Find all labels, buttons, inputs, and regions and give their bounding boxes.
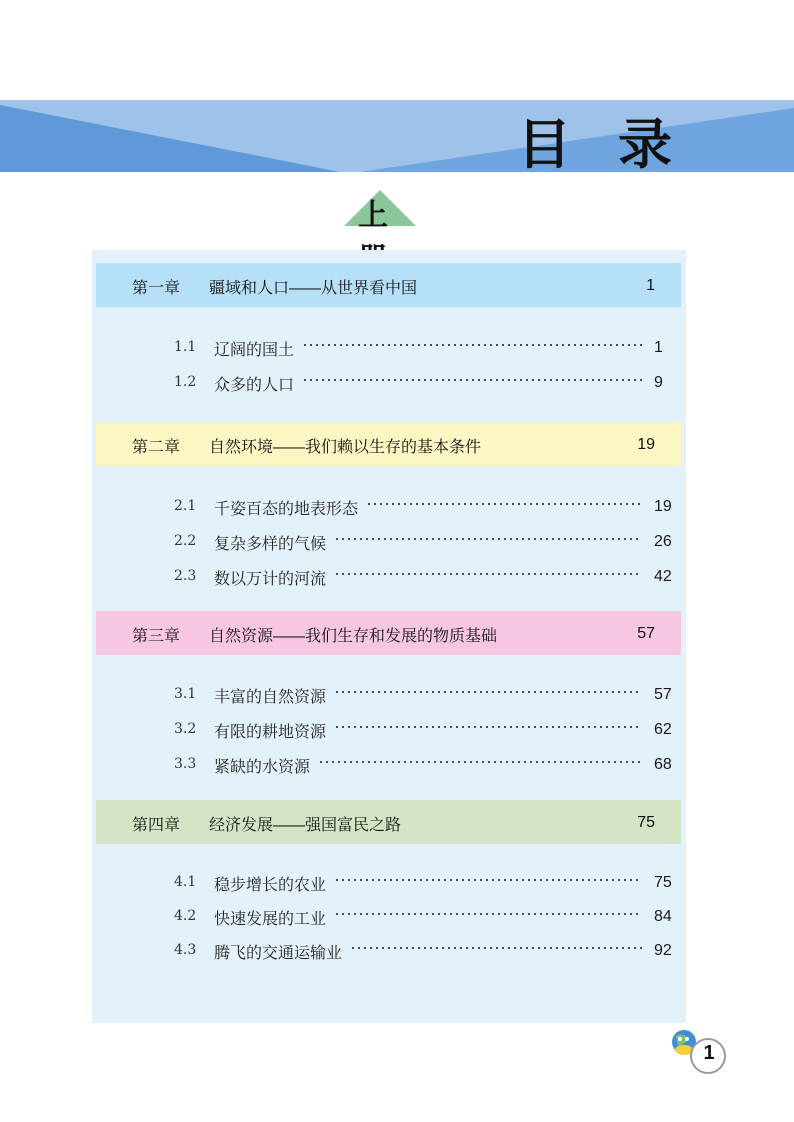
- section-title: 紧缺的水资源: [214, 757, 311, 776]
- chapter-number: 第一章: [132, 280, 181, 297]
- section-number: 4.1: [174, 874, 197, 890]
- dot-leader: [334, 878, 642, 882]
- dot-leader: [366, 502, 642, 506]
- chapter-title: 自然环境——我们赖以生存的基本条件: [209, 439, 482, 456]
- chapter-header[interactable]: [96, 422, 681, 466]
- section-page: 9: [654, 374, 663, 391]
- section-number: 2.2: [174, 533, 197, 549]
- section-page: 1: [654, 339, 663, 356]
- chapter-header[interactable]: [96, 611, 681, 655]
- chapter-page: 19: [637, 436, 655, 453]
- chapter-number: 第三章: [132, 628, 181, 645]
- section-title: 数以万计的河流: [214, 569, 327, 588]
- section-number: 3.2: [174, 721, 197, 737]
- section-page: 42: [654, 568, 672, 585]
- section-entry[interactable]: [174, 566, 672, 590]
- section-page: 84: [654, 908, 672, 925]
- section-title: 复杂多样的气候: [214, 534, 327, 553]
- section-title: 千姿百态的地表形态: [214, 499, 359, 518]
- section-page: 62: [654, 721, 672, 738]
- section-title: 丰富的自然资源: [214, 687, 327, 706]
- section-page: 68: [654, 756, 672, 773]
- dot-leader: [350, 946, 642, 950]
- section-page: 57: [654, 686, 672, 703]
- dot-leader: [334, 537, 642, 541]
- chapter-page: 75: [637, 814, 655, 831]
- section-entry[interactable]: [174, 337, 664, 361]
- page-title: 目 录: [517, 112, 686, 176]
- chapter-header[interactable]: [96, 800, 681, 844]
- section-title: 众多的人口: [214, 375, 295, 394]
- chapter-number: 第四章: [132, 817, 181, 834]
- volume-label: 上: [358, 198, 398, 233]
- section-entry[interactable]: [174, 372, 664, 396]
- section-page: 26: [654, 533, 672, 550]
- section-title: 快速发展的工业: [214, 909, 327, 928]
- section-number: 3.1: [174, 686, 197, 702]
- chapter-title: 经济发展——强国富民之路: [209, 817, 402, 834]
- section-number: 1.1: [174, 339, 197, 355]
- section-entry[interactable]: [174, 754, 672, 778]
- section-page: 75: [654, 874, 672, 891]
- section-number: 2.3: [174, 568, 197, 584]
- dot-leader: [318, 760, 642, 764]
- section-title: 稳步增长的农业: [214, 875, 327, 894]
- dot-leader: [302, 378, 642, 382]
- dot-leader: [334, 725, 642, 729]
- dot-leader: [334, 690, 642, 694]
- section-entry[interactable]: [174, 872, 672, 896]
- section-entry[interactable]: [174, 531, 672, 555]
- section-page: 92: [654, 942, 672, 959]
- section-entry[interactable]: [174, 940, 672, 964]
- section-title: 有限的耕地资源: [214, 722, 327, 741]
- section-entry[interactable]: [174, 684, 672, 708]
- section-number: 4.2: [174, 908, 197, 924]
- section-entry[interactable]: [174, 719, 672, 743]
- chapter-title: 自然资源——我们生存和发展的物质基础: [209, 628, 498, 645]
- section-number: 2.1: [174, 498, 197, 514]
- dot-leader: [334, 912, 642, 916]
- section-title: 辽阔的国土: [214, 340, 295, 359]
- section-title: 腾飞的交通运输业: [214, 943, 343, 962]
- chapter-header[interactable]: [96, 263, 681, 307]
- section-page: 19: [654, 498, 672, 515]
- chapter-number: 第二章: [132, 439, 181, 456]
- section-number: 3.3: [174, 756, 197, 772]
- section-entry[interactable]: [174, 906, 672, 930]
- page-number: 1: [703, 1042, 715, 1064]
- section-number: 1.2: [174, 374, 197, 390]
- dot-leader: [334, 572, 642, 576]
- chapter-title: 疆域和人口——从世界看中国: [209, 280, 418, 297]
- chapter-page: 1: [646, 277, 655, 294]
- chapter-page: 57: [637, 625, 655, 642]
- section-number: 4.3: [174, 942, 197, 958]
- page-number-badge: [668, 1020, 730, 1080]
- dot-leader: [302, 343, 642, 347]
- section-entry[interactable]: [174, 496, 672, 520]
- volume-heading: [340, 186, 450, 232]
